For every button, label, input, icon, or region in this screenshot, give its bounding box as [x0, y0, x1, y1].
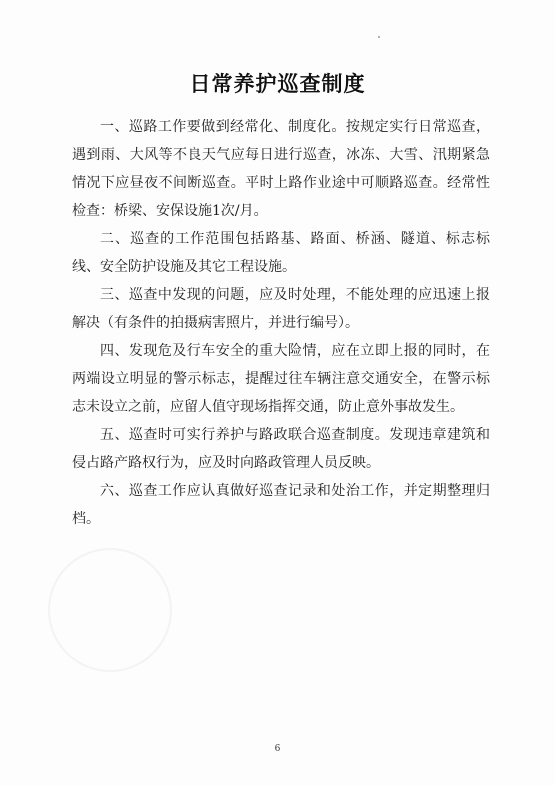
- document-body: [72, 113, 490, 533]
- paragraph-4: 四、发现危及行车安全的重大险情，应在立即上报的同时，在两端设立明显的警示标志，提醒过往车辆注意交通安全，在警示标志未设立之前，应留人值守现场指挥交通，防止意外事故发生。: [72, 343, 490, 415]
- scan-speck: [378, 36, 380, 38]
- document-title: 日常养护巡查制度: [189, 72, 366, 96]
- paragraph-5: 五、巡查时可实行养护与路政联合巡查制度。发现违章建筑和侵占路产路权行为，应及时向路政管理人员反映。: [72, 427, 490, 471]
- paragraph-2: 二、巡查的工作范围包括路基、路面、桥涵、隧道、标志标线、安全防护设施及其它工程设施。: [72, 231, 490, 275]
- paragraph-1: 一、巡路工作要做到经常化、制度化。按规定实行日常巡查，遇到雨、大风等不良天气应每日进行巡查，冰冻、大雪、汛期紧急情况下应昼夜不间断巡查。平时上路作业途中可顺路巡查。经常性检查：桥梁、安保设施1次/月。: [72, 119, 490, 219]
- paragraph-6: 六、巡查工作应认真做好巡查记录和处治工作，并定期整理归档。: [72, 483, 490, 527]
- paragraph-3: 三、巡查中发现的问题，应及时处理，不能处理的应迅速上报解决（有条件的拍摄病害照片，并进行编号）。: [72, 287, 490, 331]
- faded-seal-mark: [48, 548, 172, 672]
- page-number: 6: [274, 744, 281, 754]
